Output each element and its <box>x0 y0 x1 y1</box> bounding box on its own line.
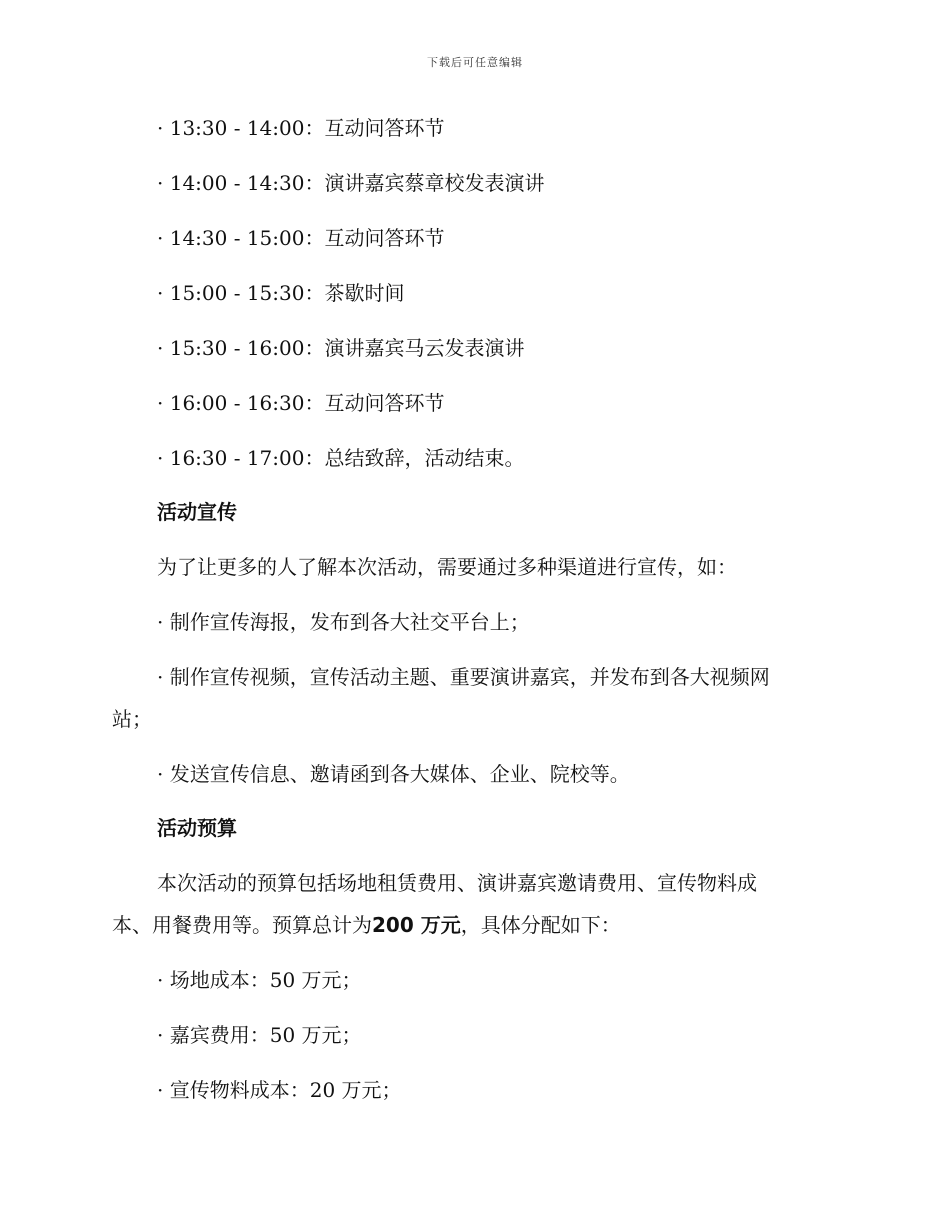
schedule-item: · 15:30 - 16:00：演讲嘉宾马云发表演讲 <box>157 336 525 360</box>
schedule-item: · 16:30 - 17:00：总结致辞，活动结束。 <box>157 446 525 470</box>
promotion-item-continuation: 站； <box>112 707 152 731</box>
budget-total: 200 万元 <box>372 913 461 937</box>
page-header: 下载后可任意编辑 <box>427 56 523 69</box>
budget-text: 本、用餐费用等。预算总计为 <box>112 913 372 937</box>
budget-paragraph-line <box>112 913 621 937</box>
promotion-item: · 制作宣传海报，发布到各大社交平台上； <box>157 610 530 634</box>
budget-item: · 嘉宾费用：50 万元； <box>157 1023 362 1047</box>
promotion-item: · 发送宣传信息、邀请函到各大媒体、企业、院校等。 <box>157 762 630 786</box>
budget-item: · 场地成本：50 万元； <box>157 968 362 992</box>
budget-text: ，具体分配如下： <box>460 913 621 937</box>
schedule-item: · 16:00 - 16:30：互动问答环节 <box>157 391 445 415</box>
schedule-item: · 14:00 - 14:30：演讲嘉宾蔡章校发表演讲 <box>157 171 545 195</box>
section-heading-budget: 活动预算 <box>157 816 237 840</box>
budget-paragraph-line: 本次活动的预算包括场地租赁费用、演讲嘉宾邀请费用、宣传物料成 <box>157 871 757 895</box>
schedule-item: · 13:30 - 14:00：互动问答环节 <box>157 116 445 140</box>
promotion-intro: 为了让更多的人了解本次活动，需要通过多种渠道进行宣传，如： <box>157 555 737 579</box>
promotion-item: · 制作宣传视频，宣传活动主题、重要演讲嘉宾，并发布到各大视频网 <box>157 665 770 689</box>
schedule-item: · 15:00 - 15:30：茶歇时间 <box>157 281 405 305</box>
budget-item: · 宣传物料成本：20 万元； <box>157 1078 402 1102</box>
schedule-item: · 14:30 - 15:00：互动问答环节 <box>157 226 445 250</box>
section-heading-promotion: 活动宣传 <box>157 500 237 524</box>
